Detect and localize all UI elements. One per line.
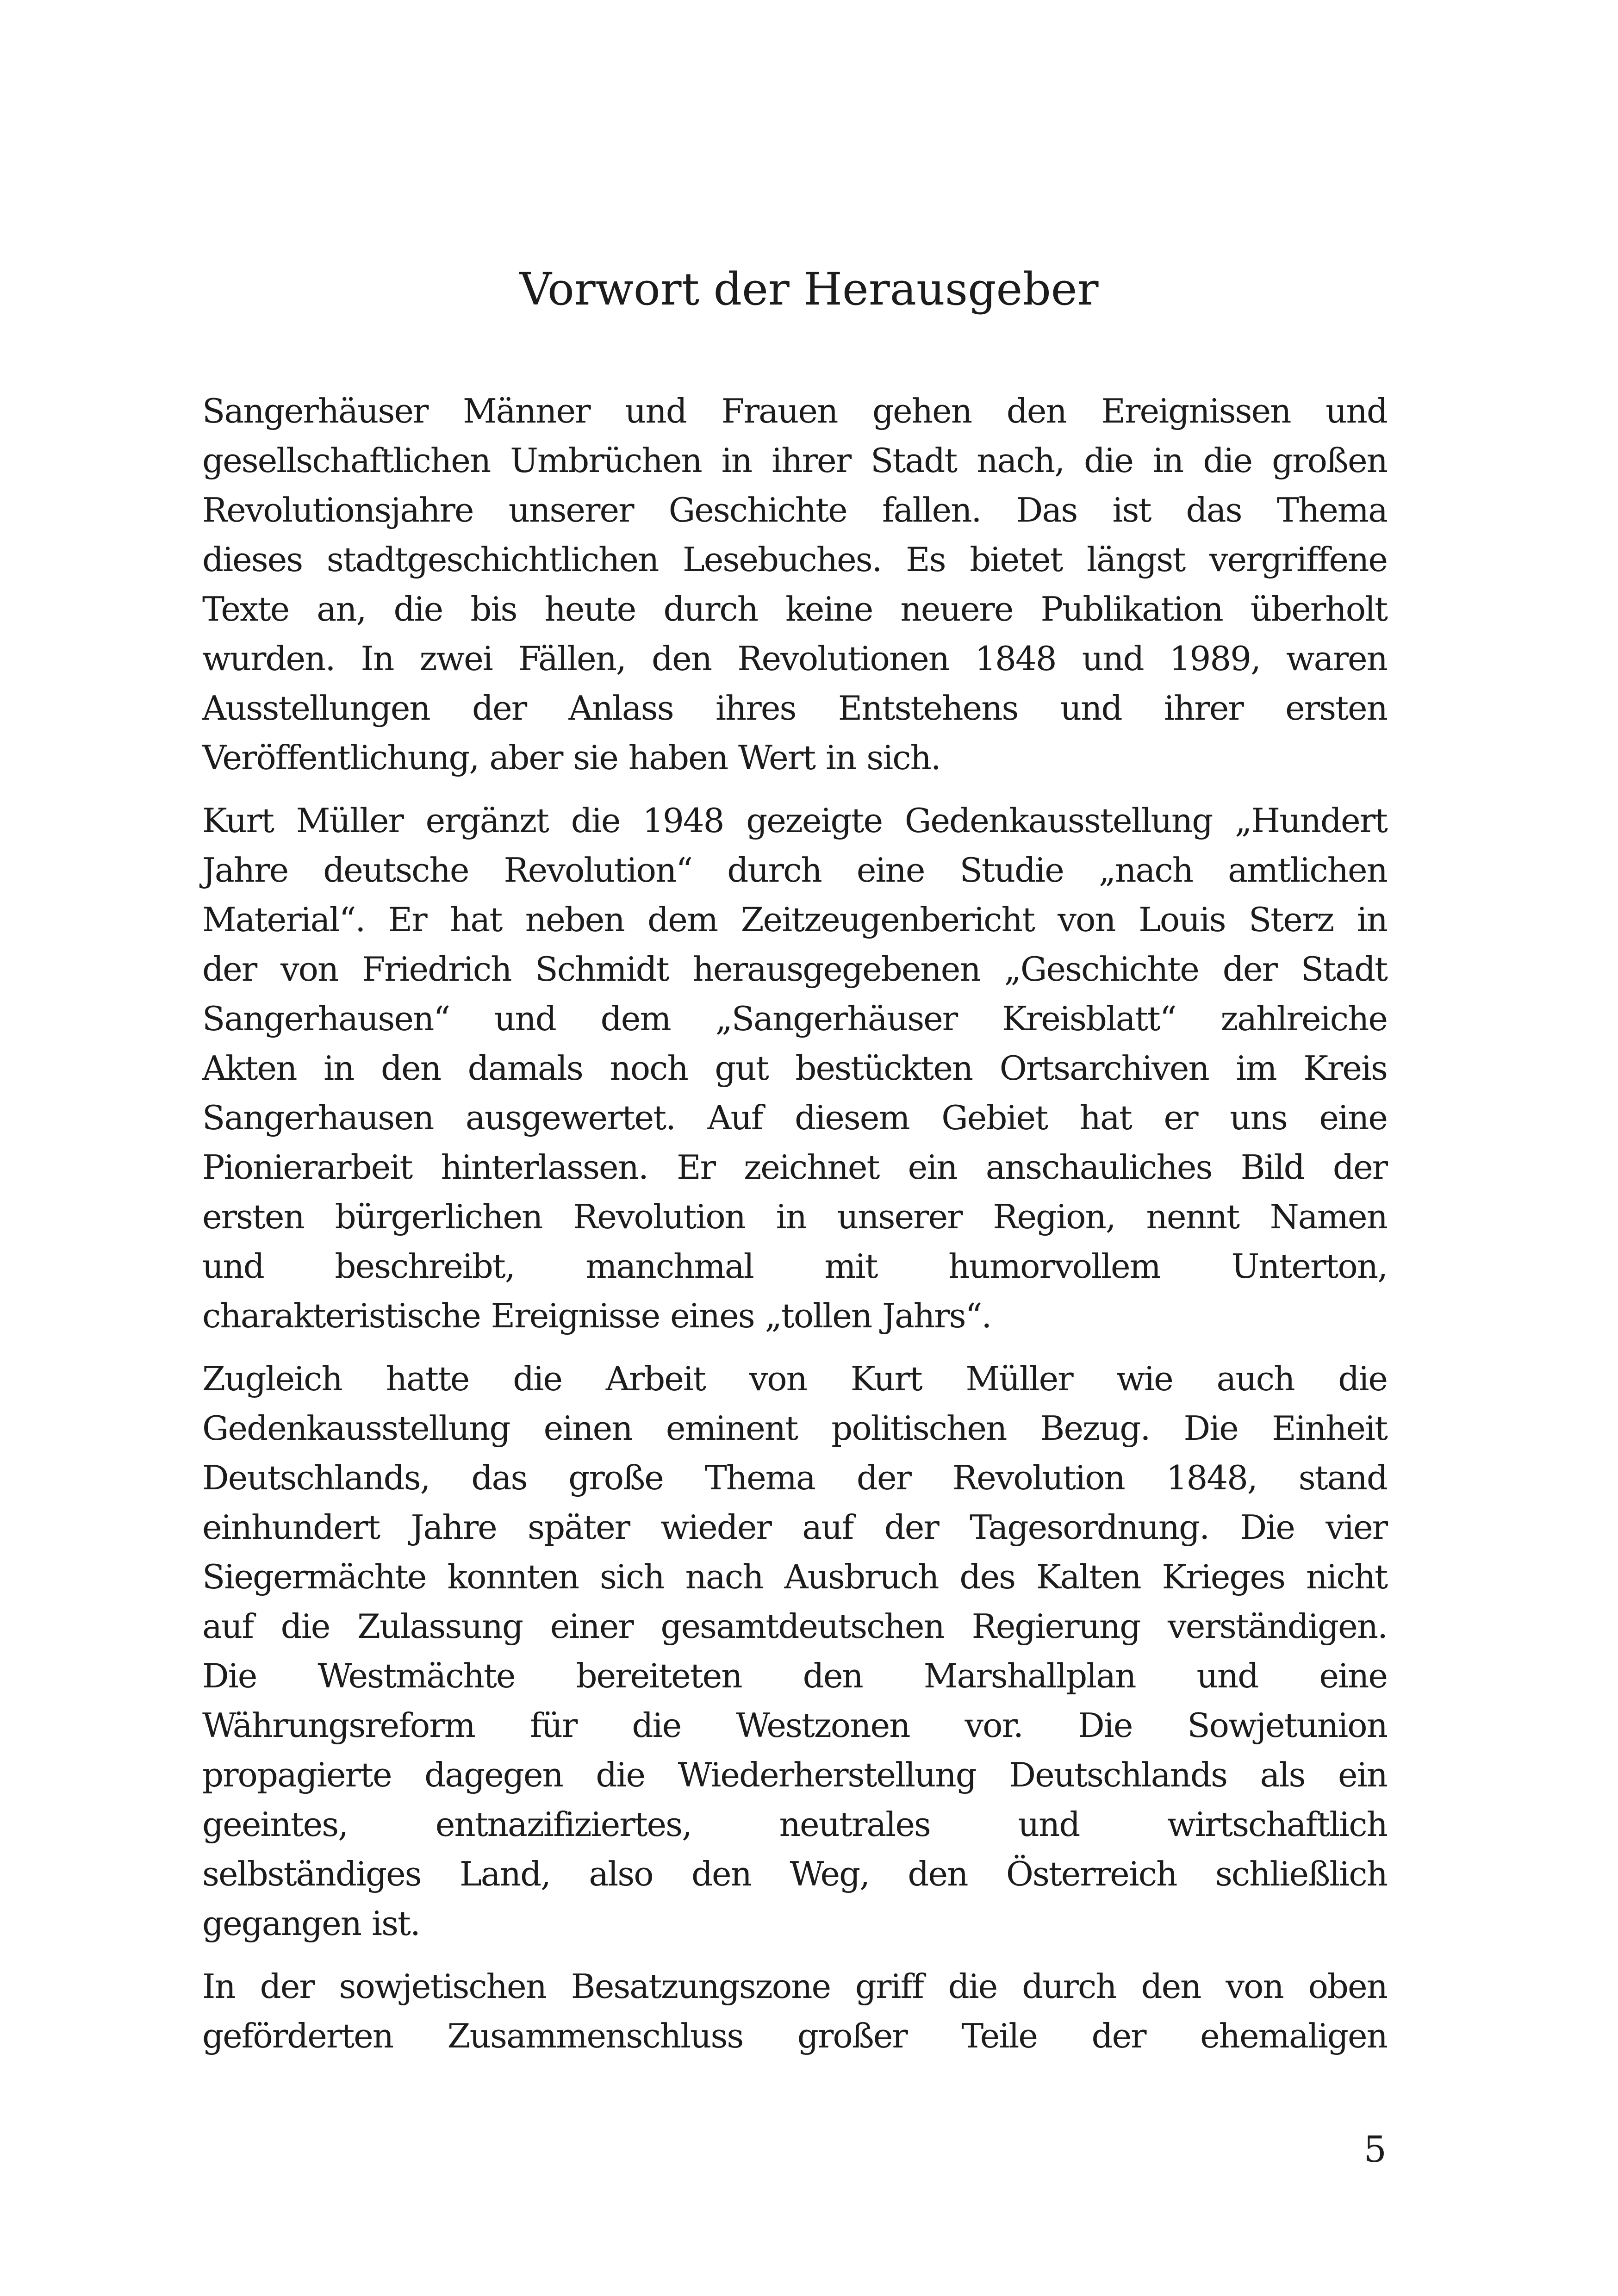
text-line: Kurt Müller ergänzt die 1948 gezeigte Gedenkausstellung „Hundert xyxy=(202,801,1387,840)
text-line: auf die Zulassung einer gesamtdeutschen Regierung verständigen. xyxy=(202,1607,1387,1646)
text-line: geeintes, entnazifiziertes, neutrales und wirtschaftlich xyxy=(202,1805,1387,1844)
paragraph-2 xyxy=(202,796,1387,1341)
text-line: Akten in den damals noch gut bestückten Ortsarchiven im Kreis xyxy=(202,1049,1387,1088)
text-line: geförderten Zusammenschluss großer Teile der ehemaligen xyxy=(202,2016,1387,2055)
text-line: Deutschlands, das große Thema der Revolution 1848, stand xyxy=(202,1458,1387,1497)
text-line: Revolutionsjahre unserer Geschichte fallen. Das ist das Thema xyxy=(202,491,1387,529)
text-line: einhundert Jahre später wieder auf der Tagesordnung. Die vier xyxy=(202,1508,1387,1547)
text-line: gegangen ist. xyxy=(202,1904,420,1943)
text-line: Material“. Er hat neben dem Zeitzeugenbericht von Louis Sterz in xyxy=(202,900,1387,939)
text-line: Gedenkausstellung einen eminent politischen Bezug. Die Einheit xyxy=(202,1409,1387,1448)
page-number: 5 xyxy=(1363,2129,1387,2171)
text-line: Währungsreform für die Westzonen vor. Die Sowjetunion xyxy=(202,1706,1387,1745)
text-line: Siegermächte konnten sich nach Ausbruch des Kalten Krieges nicht xyxy=(202,1557,1387,1596)
text-line: selbständiges Land, also den Weg, den Österreich schließlich xyxy=(202,1854,1387,1893)
text-line: propagierte dagegen die Wiederherstellung Deutschlands als ein xyxy=(202,1755,1387,1794)
text-line: ersten bürgerlichen Revolution in unserer Region, nennt Namen xyxy=(202,1197,1387,1236)
paragraph-1 xyxy=(202,386,1387,783)
text-line: der von Friedrich Schmidt herausgegebenen „Geschichte der Stadt xyxy=(202,950,1387,989)
text-line: Texte an, die bis heute durch keine neuere Publikation überholt xyxy=(202,590,1387,628)
body-text xyxy=(202,386,1387,2074)
text-line: Ausstellungen der Anlass ihres Entstehens und ihrer ersten xyxy=(202,689,1387,728)
text-line: und beschreibt, manchmal mit humorvollem Unterton, xyxy=(202,1247,1387,1286)
page-title: Vorwort der Herausgeber xyxy=(519,263,1099,315)
text-line: charakteristische Ereignisse eines „tollen Jahrs“. xyxy=(202,1296,991,1335)
text-line: Sangerhausen ausgewertet. Auf diesem Gebiet hat er uns eine xyxy=(202,1098,1387,1137)
paragraph-4 xyxy=(202,1962,1387,2061)
paragraph-3 xyxy=(202,1354,1387,1948)
text-line: Zugleich hatte die Arbeit von Kurt Müller wie auch die xyxy=(202,1359,1387,1398)
text-line: Jahre deutsche Revolution“ durch eine Studie „nach amtlichen xyxy=(202,851,1387,890)
text-line: Sangerhäuser Männer und Frauen gehen den Ereignissen und xyxy=(202,392,1387,430)
text-line: In der sowjetischen Besatzungszone griff die durch den von oben xyxy=(202,1967,1387,2006)
text-line: Pionierarbeit hinterlassen. Er zeichnet ein anschauliches Bild der xyxy=(202,1148,1387,1187)
text-line: gesellschaftlichen Umbrüchen in ihrer Stadt nach, die in die großen xyxy=(202,441,1387,480)
text-line: Die Westmächte bereiteten den Marshallplan und eine xyxy=(202,1656,1387,1695)
text-line: wurden. In zwei Fällen, den Revolutionen 1848 und 1989, waren xyxy=(202,639,1387,678)
text-line: Veröffentlichung, aber sie haben Wert in sich. xyxy=(202,738,940,777)
text-line: dieses stadtgeschichtlichen Lesebuches. Es bietet längst vergriffene xyxy=(202,540,1387,579)
text-line: Sangerhausen“ und dem „Sangerhäuser Kreisblatt“ zahlreiche xyxy=(202,999,1387,1038)
